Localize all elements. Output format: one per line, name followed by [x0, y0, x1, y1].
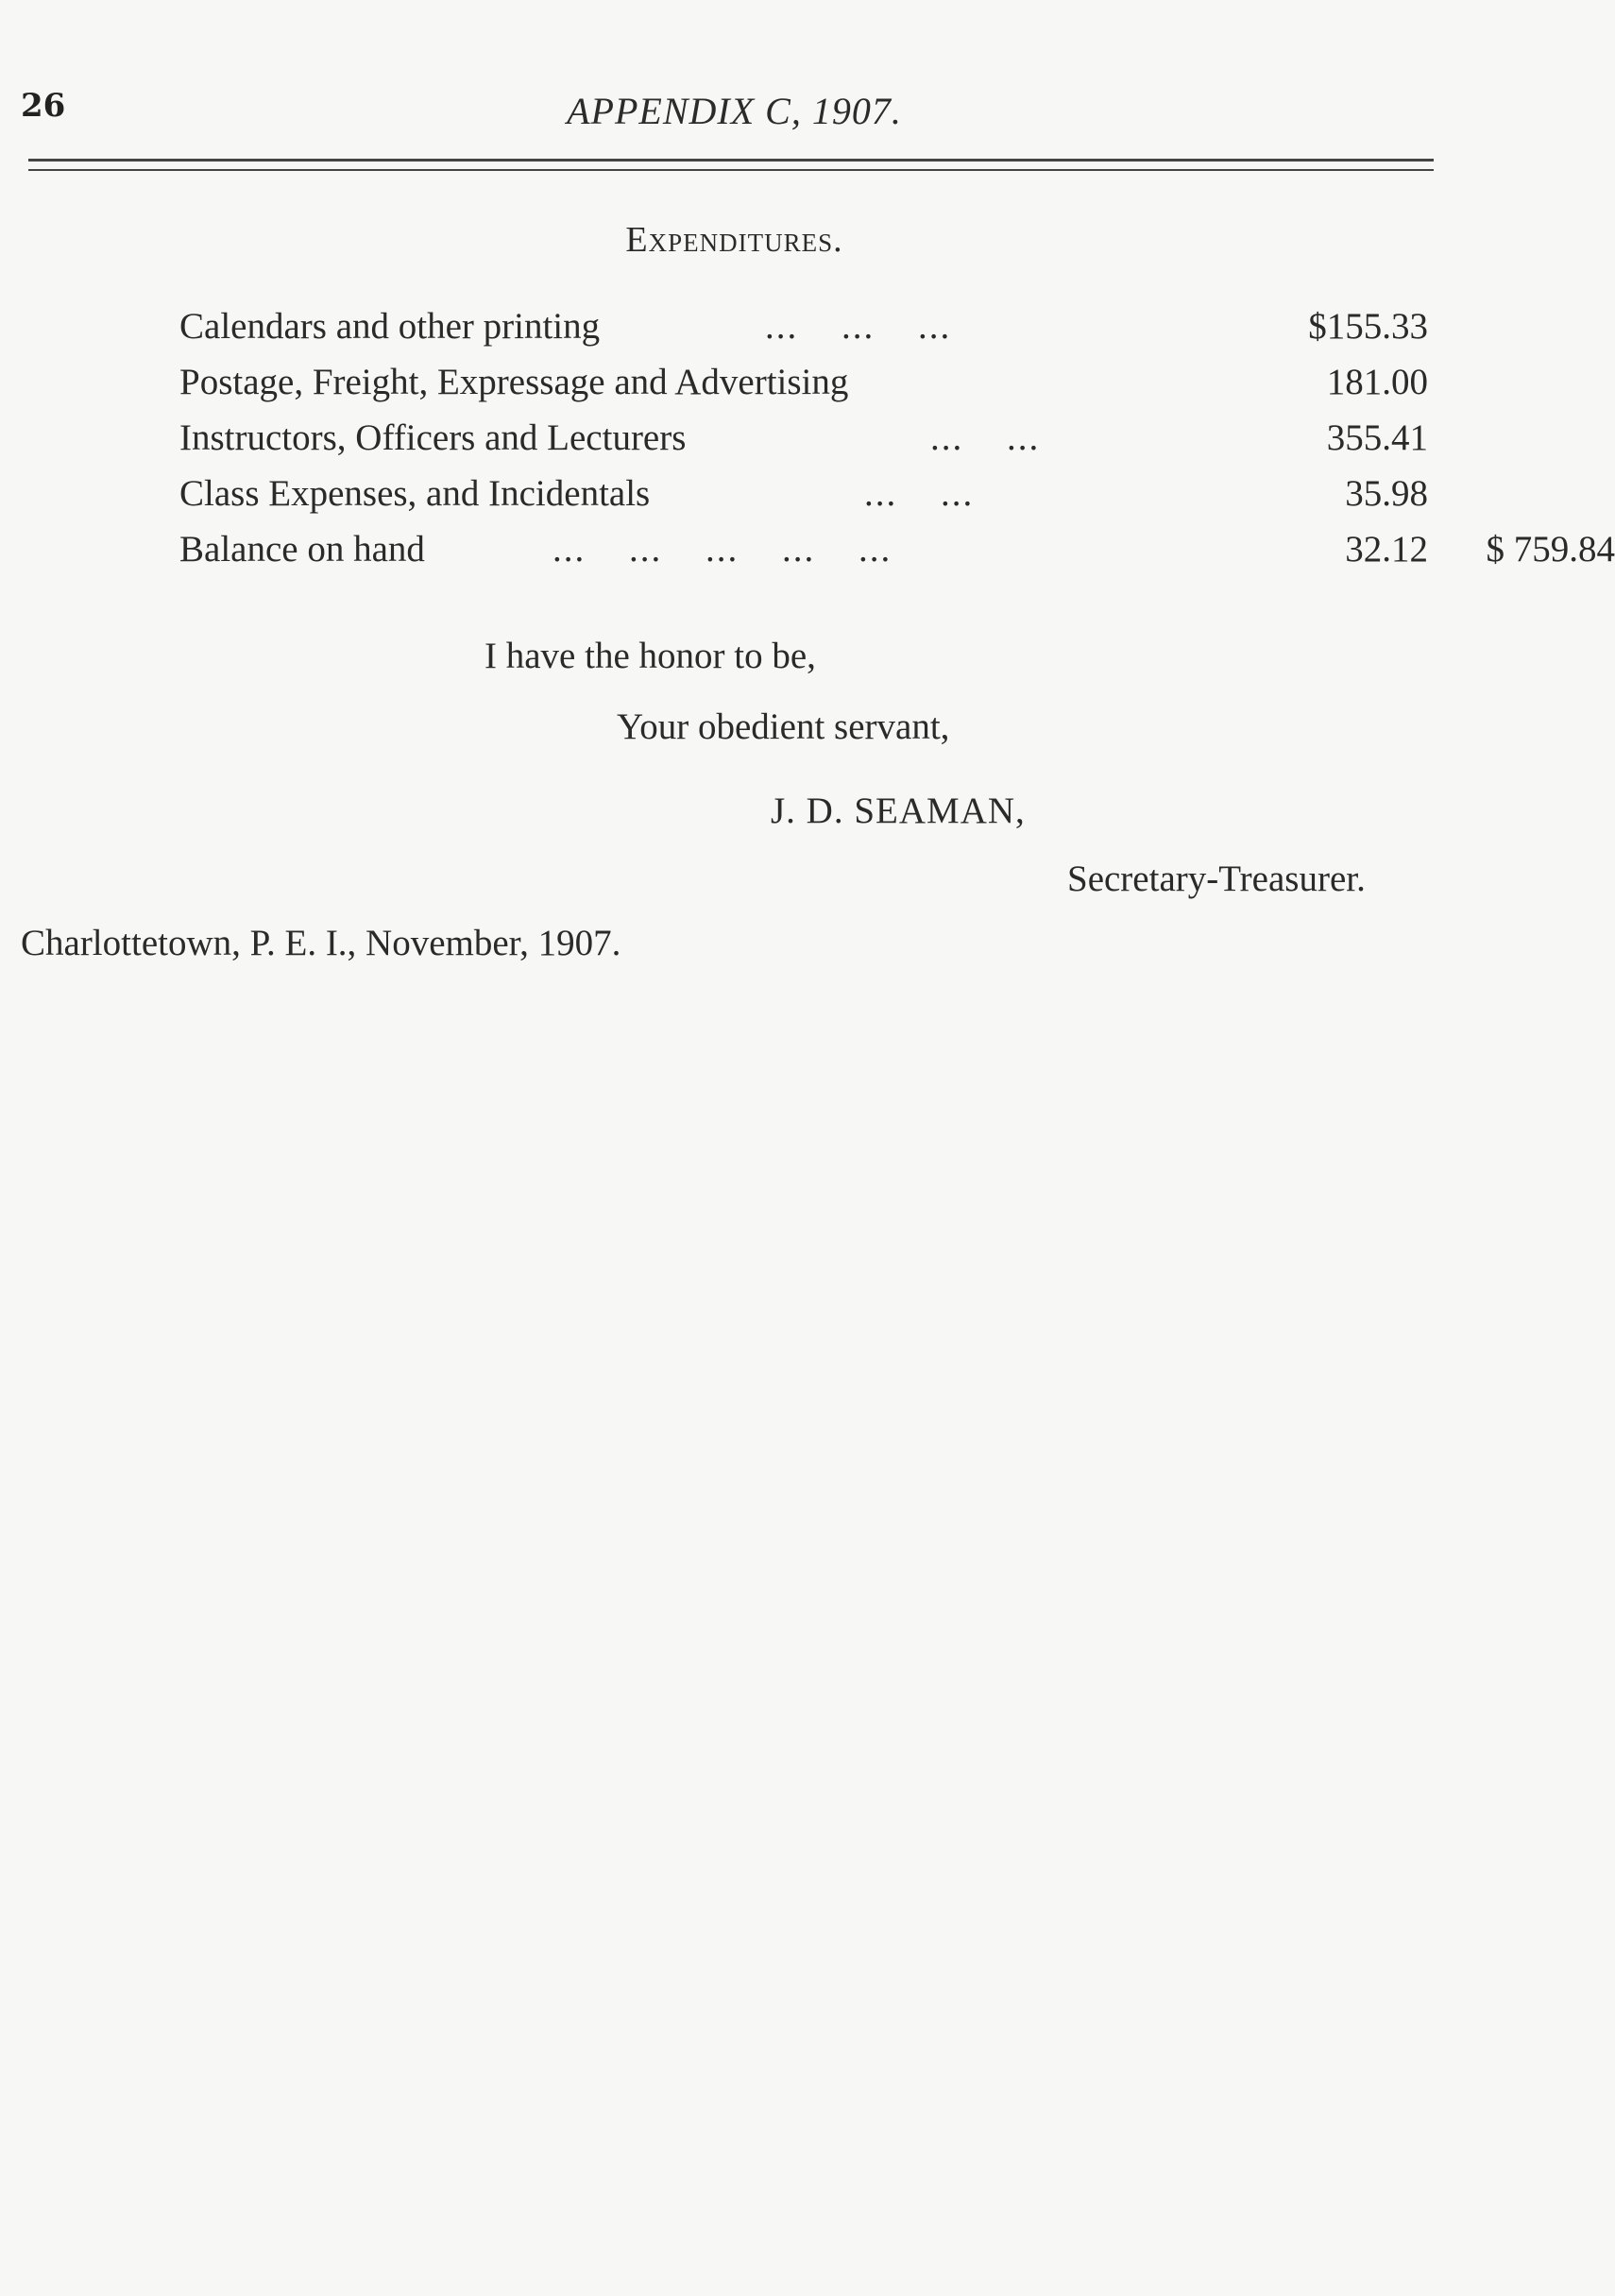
- ledger-amount: 355.41: [1326, 417, 1428, 458]
- ledger-total: $ 759.84: [1486, 529, 1615, 570]
- ledger-row: [179, 466, 1445, 521]
- ledger-row: [179, 298, 1445, 354]
- ledger-amount: $155.33: [1308, 306, 1428, 347]
- ledger-leader-dots: ... ... ... ... ...: [552, 529, 892, 570]
- expenditures-ledger: [179, 298, 1615, 577]
- ledger-leader-dots: ... ... ...: [765, 306, 952, 347]
- running-head: APPENDIX C, 1907.: [567, 90, 902, 132]
- place-and-date: Charlottetown, P. E. I., November, 1907.: [21, 923, 621, 963]
- closing-salutation: I have the honor to be,: [484, 636, 816, 676]
- page-number: 26: [21, 87, 66, 125]
- header-rule-top: [28, 159, 1434, 162]
- ledger-description: Postage, Freight, Expressage and Advertising: [179, 362, 849, 402]
- ledger-description: Class Expenses, and Incidentals: [179, 473, 651, 514]
- closing-valediction: Your obedient servant,: [617, 706, 950, 747]
- ledger-leader-dots: ... ...: [864, 473, 975, 514]
- ledger-amount: 32.12: [1345, 529, 1428, 570]
- ledger-row: [179, 410, 1445, 466]
- header-rule-bottom: [28, 169, 1434, 171]
- section-title: Expenditures.: [625, 220, 843, 260]
- signer-title: Secretary-Treasurer.: [1067, 859, 1366, 899]
- signer-name: J. D. SEAMAN,: [771, 791, 1026, 831]
- ledger-amount: 181.00: [1326, 362, 1428, 402]
- ledger-row: [179, 354, 1445, 410]
- ledger-row: [179, 521, 1615, 577]
- ledger-amount: 35.98: [1345, 473, 1428, 514]
- ledger-description: Instructors, Officers and Lecturers: [179, 417, 687, 458]
- ledger-description: Calendars and other printing: [179, 306, 601, 347]
- ledger-description: Balance on hand: [179, 529, 425, 570]
- ledger-leader-dots: ... ...: [930, 417, 1041, 458]
